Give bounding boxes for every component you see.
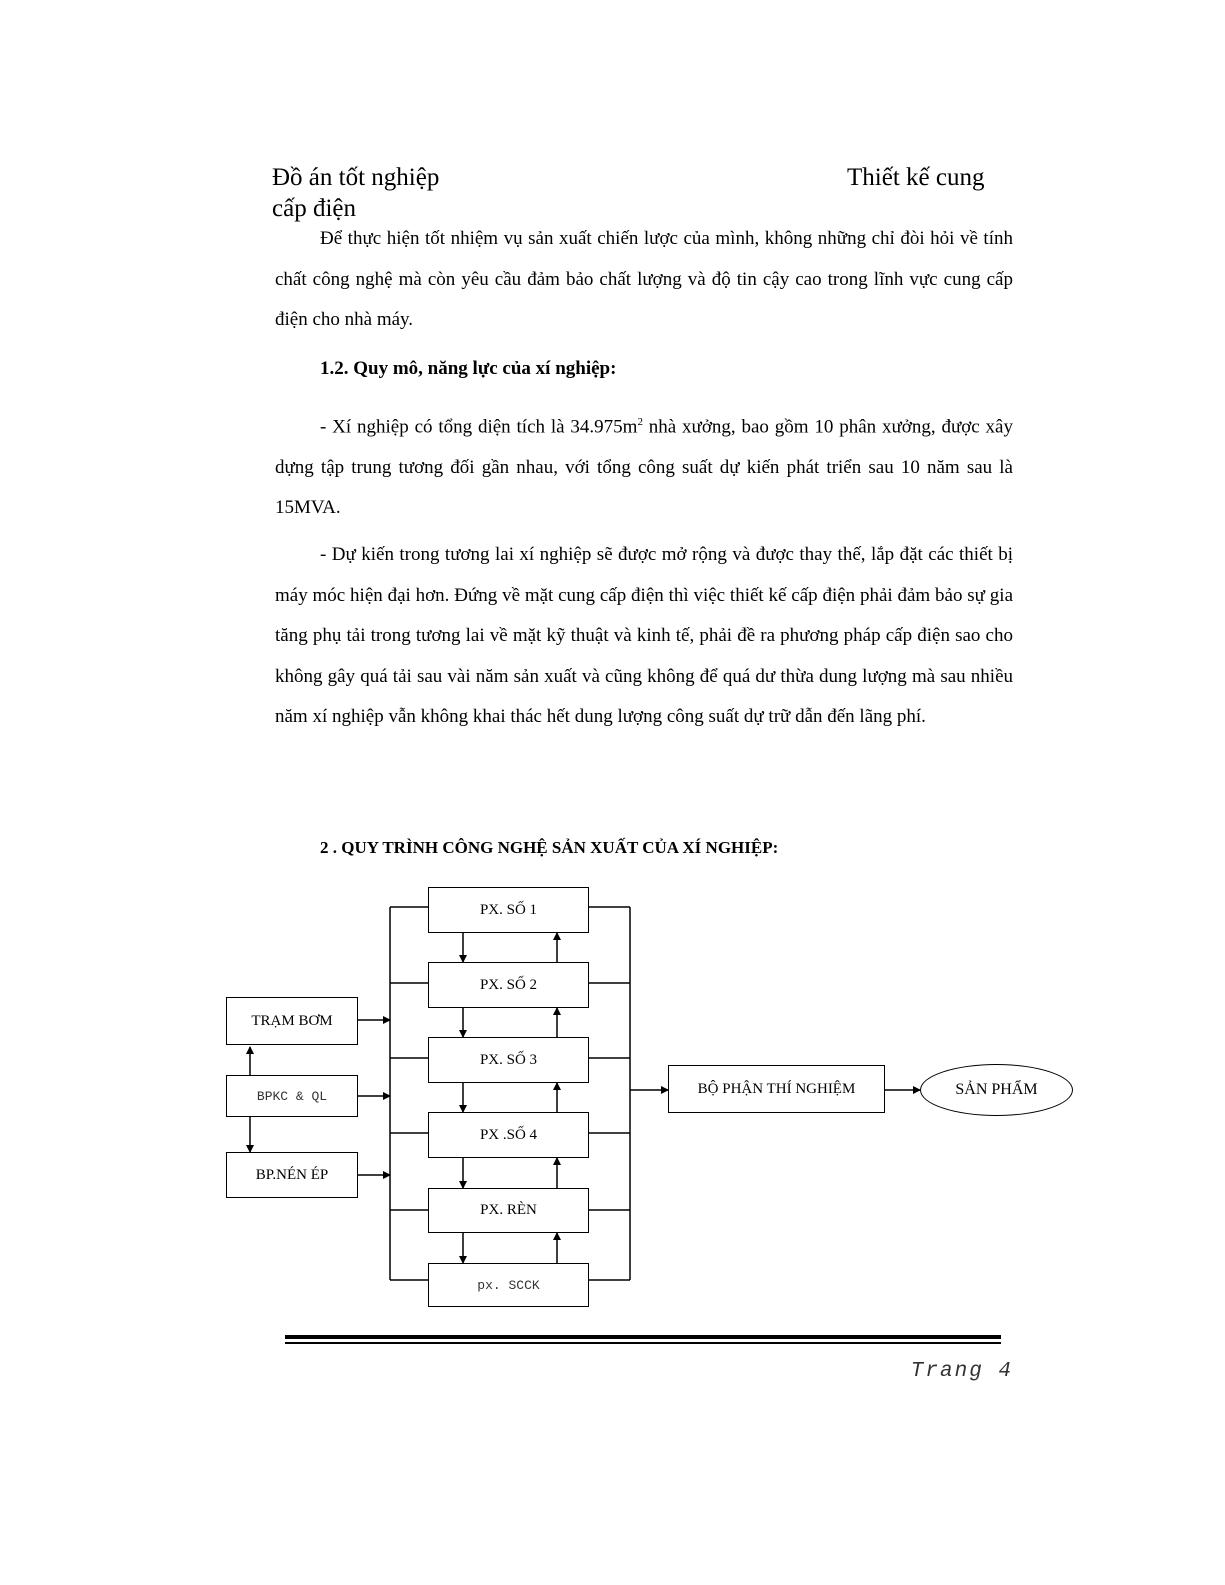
paragraph-future: - Dự kiến trong tương lai xí nghiệp sẽ được mở rộng và được thay thế, lắp đặt các thiết bị máy móc hiện đại hơn. Đứng về mặt cung cấp điện thì việc thiết kế cấp điện phải đảm bảo sự gia tăng phụ tải trong tương lai về mặt kỹ thuật và kinh tế, phải đề ra phương pháp cấp điện sao cho không gây quá tải sau vài năm sản xuất và cũng không để quá dư thừa dung lượng mà sau nhiều năm xí nghiệp vẫn không khai thác hết dung lượng công suất dự trữ dẫn đến lãng phí. bbox=[275, 544, 1013, 727]
box-px-scck: px. SCCK bbox=[428, 1263, 589, 1307]
header-right-title: Thiết kế cung bbox=[847, 164, 985, 191]
box-tram-bom: TRẠM BƠM bbox=[226, 997, 358, 1045]
paragraph-scale-text-b: nhà xưởng, bao gồm 10 phân xưởng, được xây dựng tập trung tương đối gần nhau, với tổng công suất dự kiến phát triển sau 10 năm sau là 15MVA. bbox=[275, 416, 1013, 519]
footer-rule-thick bbox=[285, 1335, 1001, 1339]
box-px-so-2: PX. SỐ 2 bbox=[428, 962, 589, 1008]
box-px-so-3: PX. SỐ 3 bbox=[428, 1037, 589, 1083]
paragraph-intro: Để thực hiện tốt nhiệm vụ sản xuất chiến lược của mình, không những chỉ đòi hỏi về tính chất công nghệ mà còn yêu cầu đảm bảo chất lượng và độ tin cậy cao trong lĩnh vực cung cấp điện cho nhà máy. bbox=[275, 228, 1013, 330]
box-bpkc-ql: BPKC & QL bbox=[226, 1075, 358, 1117]
box-px-so-4: PX .SỐ 4 bbox=[428, 1112, 589, 1158]
section-heading-1-2: 1.2. Quy mô, năng lực của xí nghiệp: bbox=[320, 358, 617, 379]
footer-rule-thin bbox=[285, 1342, 1001, 1344]
page-number: Trang 4 bbox=[910, 1360, 1013, 1383]
section-heading-2: 2 . QUY TRÌNH CÔNG NGHỆ SẢN XUẤT CỦA XÍ NGHIỆP: bbox=[320, 838, 779, 857]
paragraph-scale-text-a: - Xí nghiệp có tổng diện tích là 34.975m bbox=[320, 416, 638, 438]
superscript-2: 2 bbox=[637, 416, 643, 428]
box-px-ren: PX. RÈN bbox=[428, 1188, 589, 1233]
box-px-so-1: PX. SỐ 1 bbox=[428, 887, 589, 933]
header-left-title: Đồ án tốt nghiệp bbox=[272, 164, 440, 191]
box-bp-nen-ep: BP.NÉN ÉP bbox=[226, 1152, 358, 1198]
header-continuation: cấp điện bbox=[272, 195, 356, 222]
ellipse-san-pham: SẢN PHẨM bbox=[920, 1064, 1073, 1116]
box-bo-phan-thi-nghiem: BỘ PHẬN THÍ NGHIỆM bbox=[668, 1065, 885, 1113]
